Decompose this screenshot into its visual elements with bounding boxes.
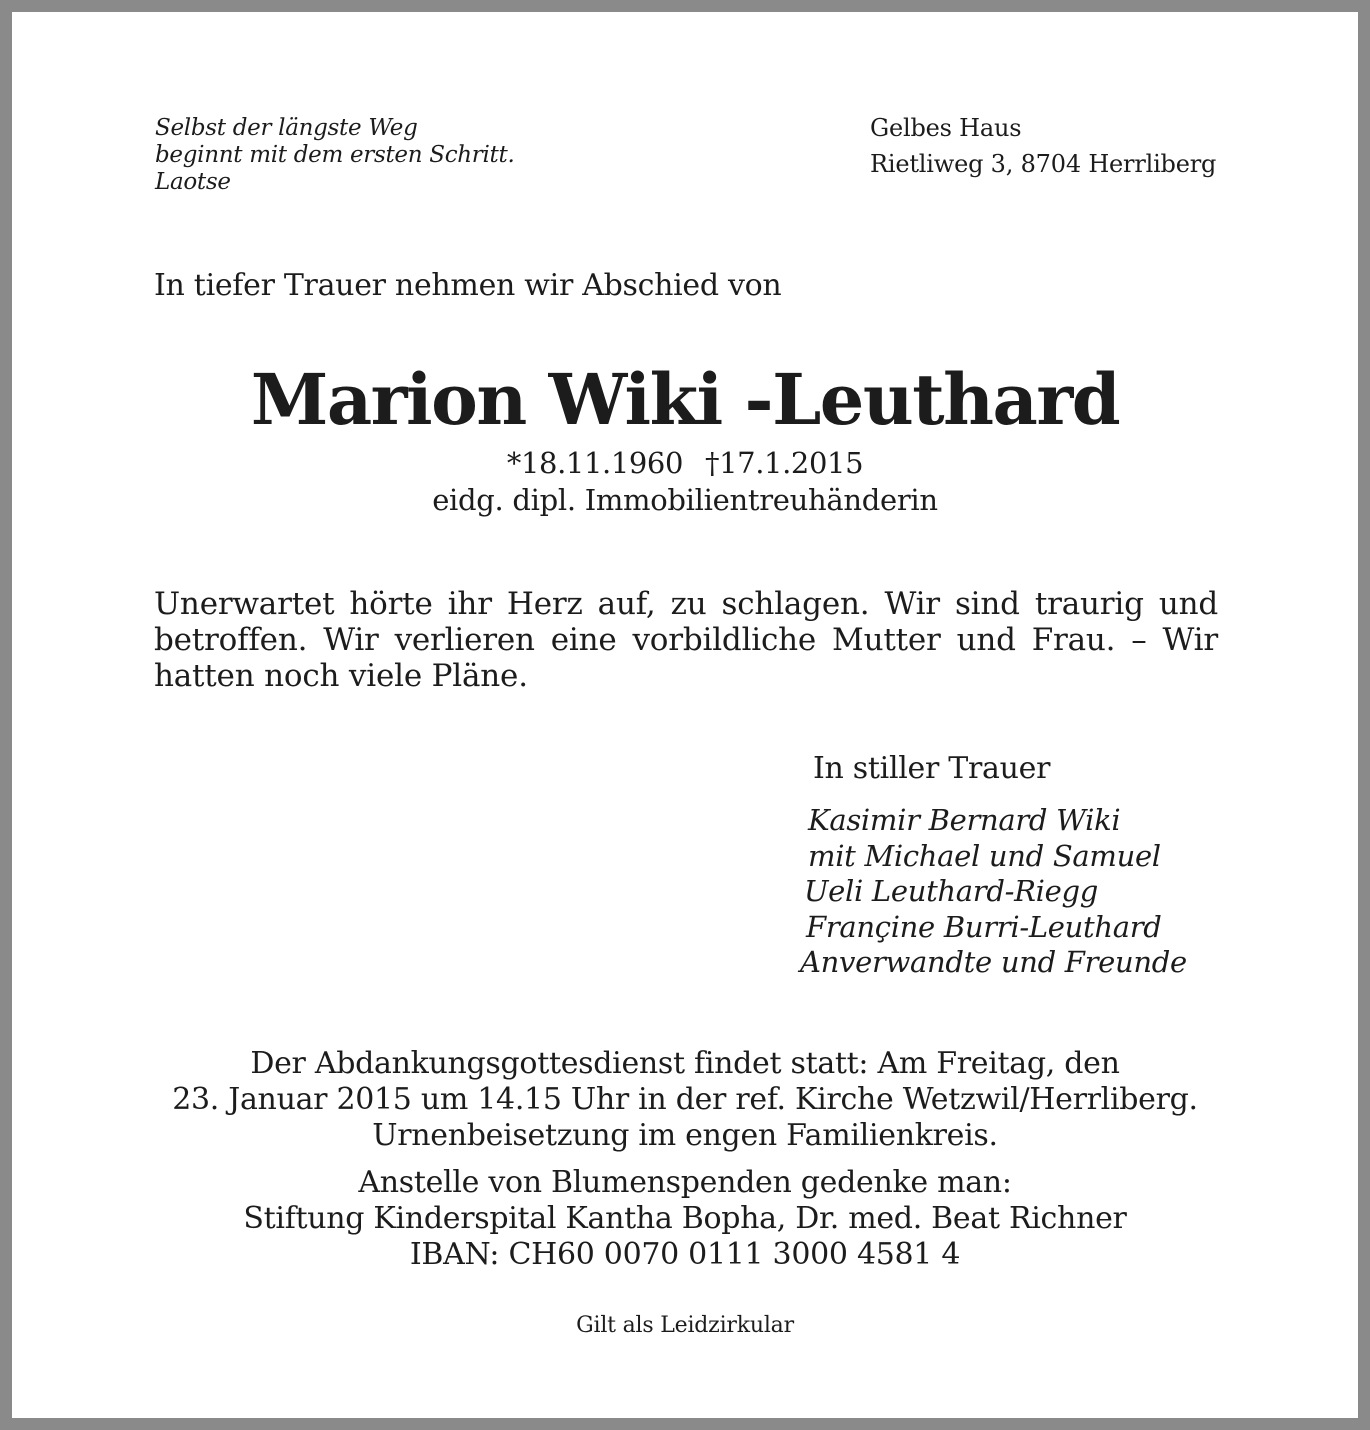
message-paragraph [154, 586, 1218, 694]
mourner-name: Kasimir Bernard Wiki [808, 803, 1121, 837]
motto-quote [155, 115, 514, 196]
service-line-1: Der Abdankungsgottesdienst findet statt: Am Freitag, den [250, 1046, 1120, 1081]
mourner-name: Anverwandte und Freunde [800, 945, 1187, 979]
profession: eidg. dipl. Immobilientreuhänderin [432, 483, 938, 517]
motto-author: Laotse [155, 169, 231, 195]
obituary-page [12, 12, 1358, 1418]
mourner-name: Françine Burri-Leuthard [806, 909, 1162, 944]
donation-line-2: Stiftung Kinderspital Kantha Bopha, Dr. med. Beat Richner [243, 1201, 1127, 1236]
donation-info [12, 1165, 1358, 1273]
service-info [12, 1046, 1358, 1154]
address-line-2: Rietliweg 3, 8704 Herrliberg [870, 150, 1217, 178]
deceased-name: Marion Wiki -Leuthard [250, 358, 1120, 441]
service-line-3: Urnenbeisetzung im engen Familienkreis. [372, 1118, 998, 1153]
intro-text: In tiefer Trauer nehmen wir Abschied von [154, 268, 782, 303]
life-dates [12, 445, 1358, 482]
motto-line-2: beginnt mit dem ersten Schritt. [155, 142, 515, 168]
birth-date: *18.11.1960 [506, 446, 684, 480]
donation-iban: IBAN: CH60 0070 0111 3000 4581 4 [409, 1237, 961, 1272]
footer-note: Gilt als Leidzirkular [576, 1313, 794, 1338]
mourner-name: mit Michael und Samuel [808, 838, 1161, 873]
message-line-1: Unerwartet hörte ihr Herz auf, zu schlagen. Wir sind traurig und [154, 586, 1218, 622]
message-line-3: hatten noch viele Pläne. [154, 658, 528, 694]
death-date: †17.1.2015 [705, 446, 864, 480]
mourners-list [800, 803, 1187, 981]
mourning-title: In stiller Trauer [813, 751, 1051, 786]
motto-line-1: Selbst der längste Weg [155, 115, 418, 141]
message-line-2: betroffen. Wir verlieren eine vorbildliche Mutter und Frau. – Wir [154, 622, 1218, 658]
address-line-1: Gelbes Haus [870, 114, 1022, 142]
donation-line-1: Anstelle von Blumenspenden gedenke man: [358, 1165, 1012, 1200]
service-line-2: 23. Januar 2015 um 14.15 Uhr in der ref. Kirche Wetzwil/Herrliberg. [172, 1082, 1198, 1117]
address-block [870, 110, 1216, 182]
mourner-name: Ueli Leuthard-Riegg [804, 874, 1099, 908]
